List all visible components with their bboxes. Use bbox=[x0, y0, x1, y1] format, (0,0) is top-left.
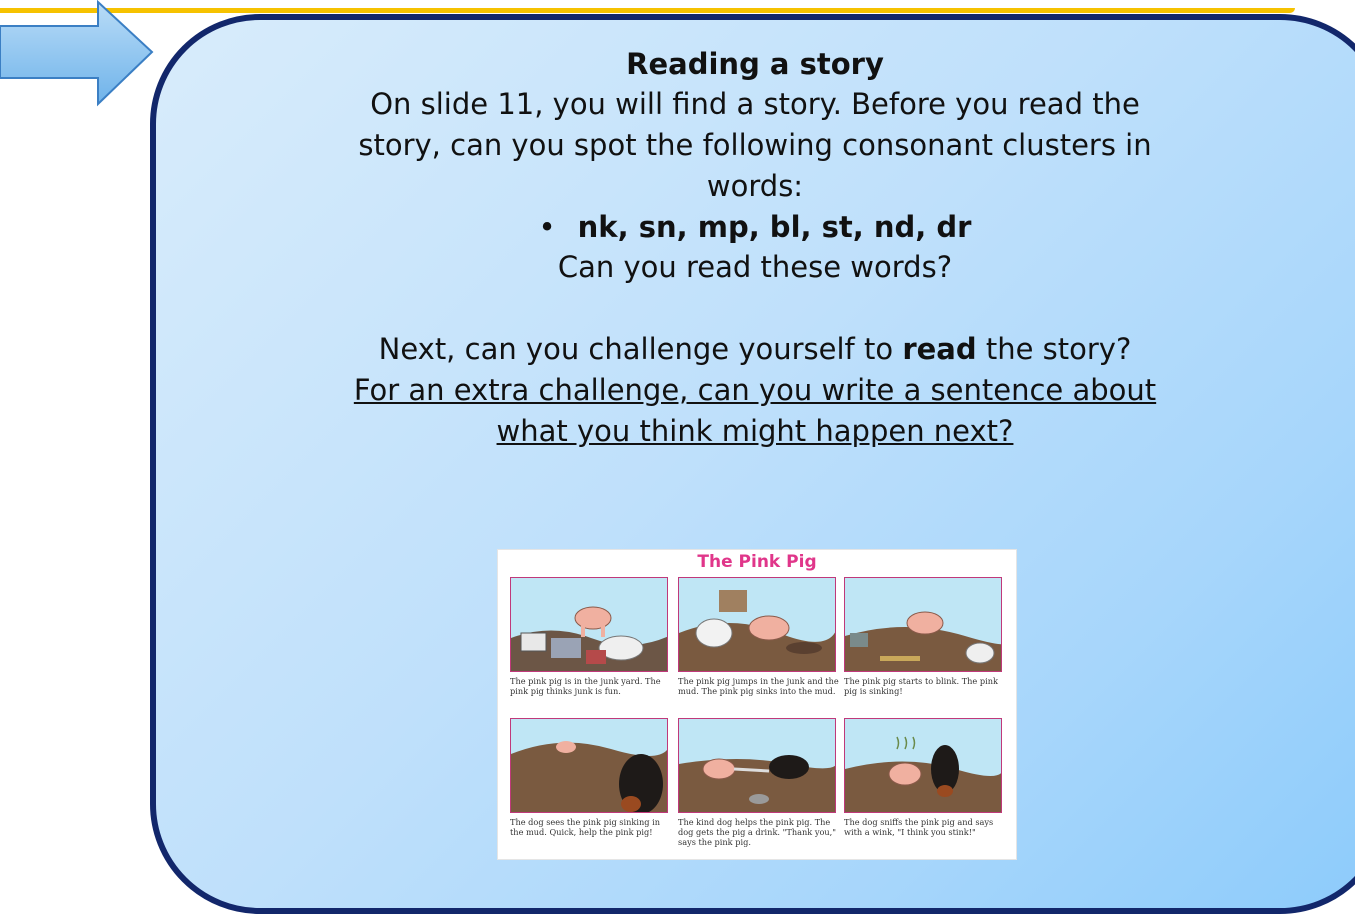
story-caption-2: The pink pig jumps in the junk and the mud. The pink pig sinks into the mud. bbox=[678, 676, 839, 696]
story-panel-3 bbox=[844, 577, 1002, 672]
next-challenge bbox=[170, 329, 1340, 370]
cluster-list-item bbox=[170, 207, 1340, 247]
instruction-line-2: story, can you spot the following consonant clusters in bbox=[358, 128, 1152, 162]
story-title: The Pink Pig bbox=[697, 552, 817, 572]
story-caption-6: The dog sniffs the pink pig and says with a wink, "I think you stink!" bbox=[844, 817, 994, 837]
story-panel-2 bbox=[678, 577, 836, 672]
story-panel-4 bbox=[510, 718, 668, 813]
instruction-text bbox=[170, 44, 1340, 452]
next-text-pre: Next, can you challenge yourself to bbox=[378, 332, 903, 366]
cluster-list: nk, sn, mp, bl, st, nd, dr bbox=[577, 210, 972, 244]
story-caption-3: The pink pig starts to blink. The pink pig is sinking! bbox=[844, 676, 998, 696]
bullet-icon: • bbox=[538, 210, 556, 244]
story-panel-5 bbox=[678, 718, 836, 813]
story-caption-5: The kind dog helps the pink pig. The dog gets the pig a drink. "Thank you," says the pink pig. bbox=[678, 817, 837, 847]
story-panel-1 bbox=[510, 577, 668, 672]
read-question: Can you read these words? bbox=[557, 250, 953, 284]
next-text-bold: read bbox=[902, 332, 977, 366]
instruction-line-3: words: bbox=[706, 169, 804, 203]
heading: Reading a story bbox=[626, 47, 884, 81]
story-image bbox=[497, 549, 1017, 860]
extra-challenge-line-1: For an extra challenge, can you write a sentence about bbox=[353, 373, 1157, 407]
top-accent-strip bbox=[0, 8, 1295, 13]
story-panel-6 bbox=[844, 718, 1002, 813]
arrow-icon bbox=[0, 0, 160, 110]
story-caption-4: The dog sees the pink pig sinking in the mud. Quick, help the pink pig! bbox=[510, 817, 660, 837]
next-text-post: the story? bbox=[976, 332, 1132, 366]
instruction-line-1: On slide 11, you will find a story. Before you read the bbox=[370, 87, 1140, 121]
story-caption-1: The pink pig is in the junk yard. The pink pig thinks junk is fun. bbox=[510, 676, 661, 696]
extra-challenge-line-2: what you think might happen next? bbox=[496, 414, 1014, 448]
